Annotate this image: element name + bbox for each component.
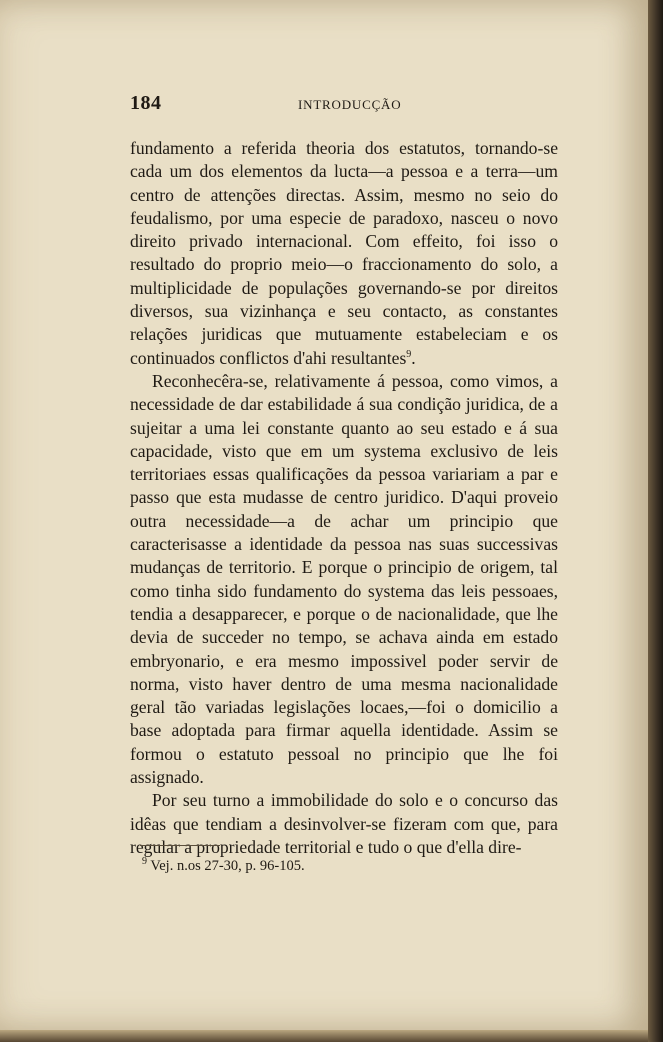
footnote-marker: 9	[142, 856, 147, 868]
paragraph-1-text: fundamento a referida theoria dos estatutos, tornando-se cada um dos elementos da lucta—a pessoa e a terra—um centro de attenções directas. Assim, mesmo no seio do feudalismo, por uma especie de paradoxo, nasceu o novo direito privado internacional. Com effeito, foi isso o resultado do proprio meio—o fraccionamento do solo, a multiplicidade de populações governando-se por direitos diversos, sua vizinhança e seu contacto, as constantes relações juridicas que mutuamente estabeleciam e os continuados conflictos d'ahi resultantes	[130, 138, 558, 368]
footnote	[142, 858, 305, 875]
running-title: INTRODUCÇÃO	[298, 97, 402, 112]
paragraph-3: Por seu turno a immobilidade do solo e o concurso das idêas que tendiam a desinvolver-se fizeram com que, para regular a propriedade territorial e tudo o que d'ella dire-	[130, 790, 558, 857]
body-text	[130, 137, 558, 859]
paragraph-1	[130, 137, 558, 370]
page-number: 184	[130, 92, 162, 114]
page-bottom-edge	[0, 1030, 648, 1042]
page-header	[130, 92, 558, 120]
paragraph-2: Reconhecêra-se, relativamente á pessoa, como vimos, a necessidade de dar estabilidade á sua condição juridica, de a sujeitar a uma lei constante quanto ao seu estado e á sua capacidade, visto que em um systema exclusivo de leis territoriaes essas qualificações da pessoa variariam a par e passo que esta mudasse de centro juridico. D'aqui proveio outra necessidade—a de achar um principio que caracterisasse a identidade da pessoa nas suas successivas mudanças de territorio. E porque o principio de origem, tal como tinha sido fundamento do systema das leis pessoaes, tendia a desapparecer, e porque o de nacionalidade, que lhe devia de succeder no tempo, se achava ainda em estado embryonario, e era mesmo impossivel poder servir de norma, visto haver dentro de uma mesma nacionalidade geral tão variadas legislações locaes,—foi o domicilio a base adoptada para firmar aquella identidade. Assim se formou o estatuto pessoal no principio que lhe foi assignado.	[130, 370, 558, 788]
footnote-reference: 9	[406, 348, 412, 360]
footnote-divider	[140, 845, 220, 846]
book-spine-edge	[648, 0, 663, 1042]
paragraph-1-tail: .	[411, 347, 416, 368]
footnote-text: Vej. n.os 27-30, p. 96-105.	[150, 858, 305, 874]
